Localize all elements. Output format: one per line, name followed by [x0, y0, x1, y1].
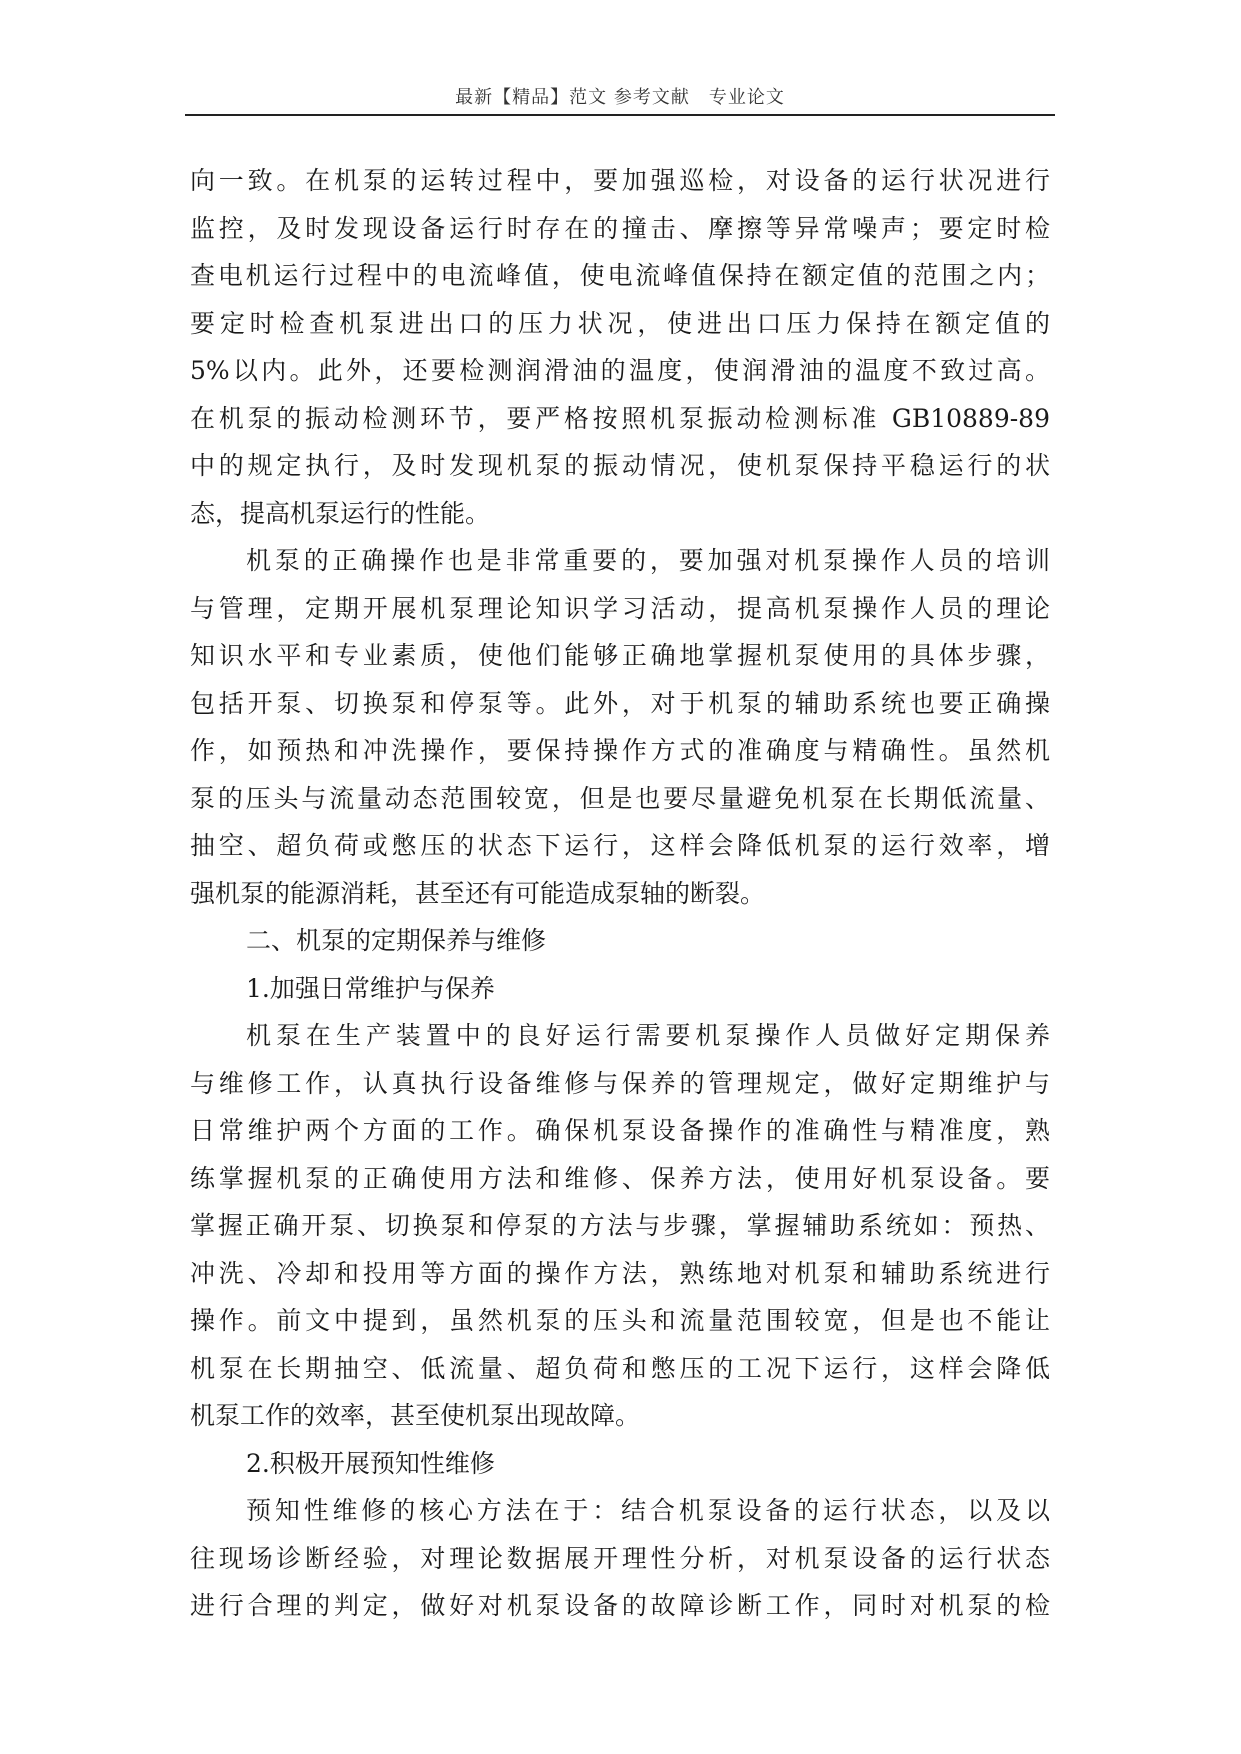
section-heading-text: 二、机泵的定期保养与维修 [246, 926, 547, 955]
text-line: 抽空、超负荷或憋压的状态下运行，这样会降低机泵的运行效率，增 [190, 831, 1050, 860]
text-line: 作，如预热和冲洗操作，要保持操作方式的准确度与精确性。虽然机 [190, 736, 1050, 765]
paragraph-predictive-maintenance [190, 1487, 1050, 1630]
document-body [190, 157, 1050, 1630]
text-line: 查电机运行过程中的电流峰值，使电流峰值保持在额定值的范围之内； [190, 261, 1050, 290]
text-line: 要定时检查机泵进出口的压力状况，使进出口压力保持在额定值的 [190, 308, 1050, 338]
text-line: 在机泵的振动检测环节，要严格按照机泵振动检测标准 GB10889-89 [190, 403, 1050, 433]
text-line: 包括开泵、切换泵和停泵等。此外，对于机泵的辅助系统也要正确操 [190, 688, 1050, 718]
text-line: 与维修工作，认真执行设备维修与保养的管理规定，做好定期维护与 [190, 1068, 1050, 1098]
text-line: 机泵工作的效率，甚至使机泵出现故障。 [190, 1401, 641, 1430]
text-line: 机泵在长期抽空、低流量、超负荷和憋压的工况下运行，这样会降低 [190, 1353, 1050, 1383]
text-line: 中的规定执行，及时发现机泵的振动情况，使机泵保持平稳运行的状 [190, 451, 1050, 480]
text-line: 与管理，定期开展机泵理论知识学习活动，提高机泵操作人员的理论 [190, 593, 1050, 623]
header-divider [185, 114, 1055, 116]
section-heading [190, 917, 1050, 965]
text-line: 进行合理的判定，做好对机泵设备的故障诊断工作，同时对机泵的检 [190, 1591, 1050, 1620]
text-line: 掌握正确开泵、切换泵和停泵的方法与步骤，掌握辅助系统如：预热、 [190, 1211, 1050, 1240]
text-line: 知识水平和专业素质，使他们能够正确地掌握机泵使用的具体步骤， [190, 641, 1050, 670]
paragraph-inspection [190, 157, 1050, 537]
paragraph-correct-operation [190, 537, 1050, 917]
text-line: 往现场诊断经验，对理论数据展开理性分析，对机泵设备的运行状态 [190, 1543, 1050, 1573]
text-line: 机泵在生产装置中的良好运行需要机泵操作人员做好定期保养 [246, 1021, 1050, 1050]
text-line: 5%以内。此外，还要检测润滑油的温度，使润滑油的温度不致过高。 [190, 356, 1050, 385]
text-line: 态，提高机泵运行的性能。 [190, 498, 491, 528]
text-line: 泵的压头与流量动态范围较宽，但是也要尽量避免机泵在长期低流量、 [190, 783, 1050, 813]
text-line: 向一致。在机泵的运转过程中，要加强巡检，对设备的运行状况进行 [190, 166, 1050, 195]
text-line: 强机泵的能源消耗，甚至还有可能造成泵轴的断裂。 [190, 878, 766, 908]
text-line: 监控，及时发现设备运行时存在的撞击、摩擦等异常噪声；要定时检 [190, 213, 1050, 243]
text-line: 机泵的正确操作也是非常重要的，要加强对机泵操作人员的培训 [246, 546, 1050, 575]
subsection-heading-2 [190, 1440, 1050, 1488]
text-line: 冲洗、冷却和投用等方面的操作方法，熟练地对机泵和辅助系统进行 [190, 1258, 1050, 1288]
text-line: 练掌握机泵的正确使用方法和维修、保养方法，使用好机泵设备。要 [190, 1163, 1050, 1193]
subsection-heading-text: 2.积极开展预知性维修 [246, 1448, 495, 1478]
text-line: 日常维护两个方面的工作。确保机泵设备操作的准确性与精准度，熟 [190, 1116, 1050, 1145]
text-line: 操作。前文中提到，虽然机泵的压头和流量范围较宽，但是也不能让 [190, 1306, 1050, 1335]
paragraph-daily-maintenance [190, 1012, 1050, 1440]
page-header: 最新【精品】范文 参考文献 专业论文 [455, 87, 785, 108]
text-line: 预知性维修的核心方法在于：结合机泵设备的运行状态，以及以 [246, 1496, 1050, 1525]
subsection-heading-1 [190, 965, 1050, 1013]
subsection-heading-text: 1.加强日常维护与保养 [246, 973, 495, 1003]
